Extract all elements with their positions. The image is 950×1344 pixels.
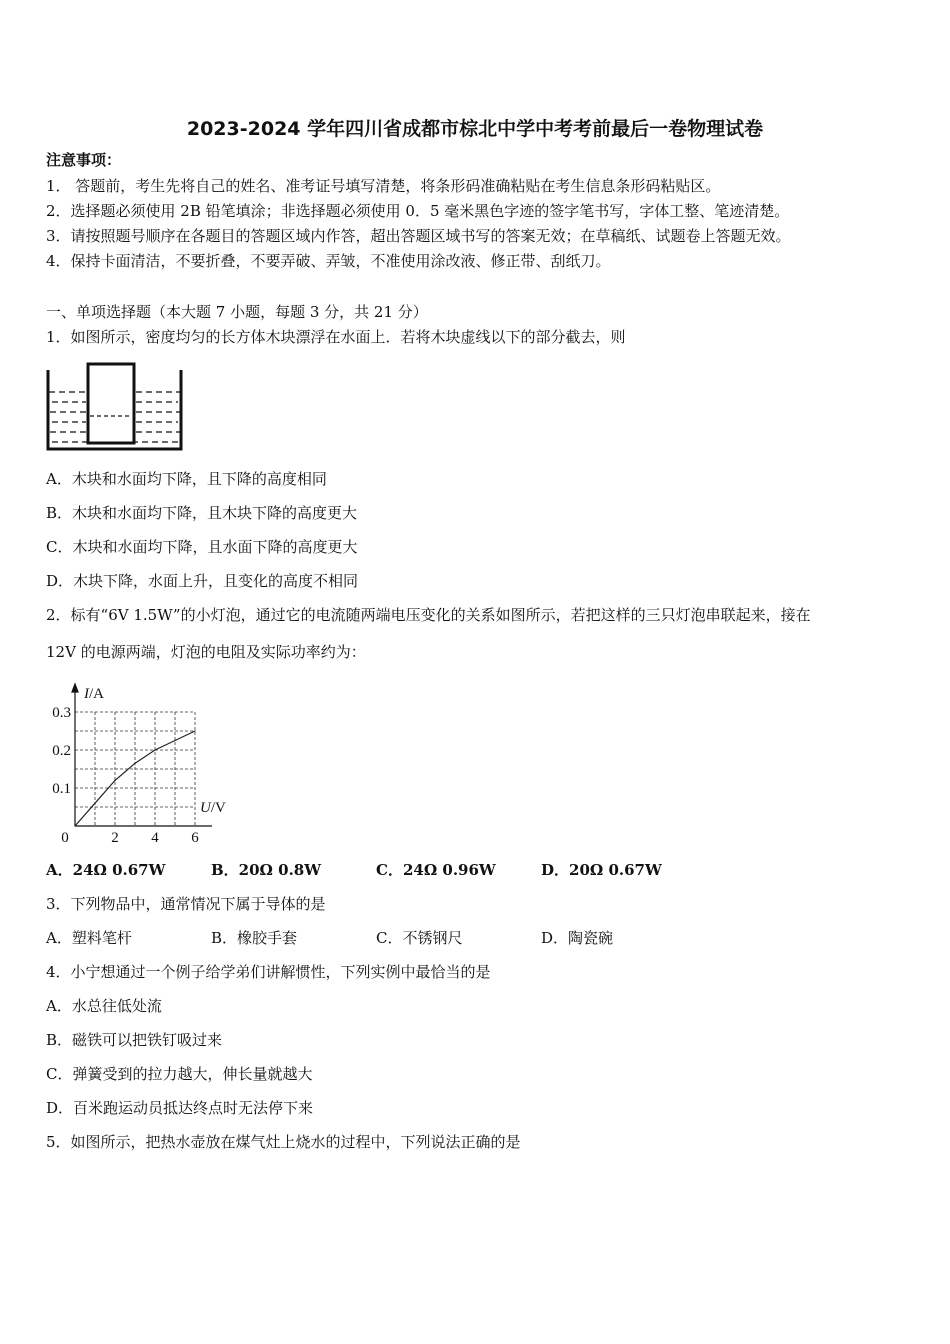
- iu-chart: [40, 680, 250, 845]
- option-d: D．陶瓷碗: [541, 929, 614, 947]
- data-point: [134, 763, 135, 764]
- x-tick-label: 0: [61, 830, 69, 845]
- question-3-stem: 3．下列物品中，通常情况下属于导体的是: [46, 895, 326, 913]
- option-d: D．百米跑运动员抵达终点时无法停下来: [46, 1099, 314, 1117]
- x-tick-label: 4: [151, 830, 159, 845]
- option-a: A．塑料笔杆: [46, 929, 132, 947]
- data-point: [194, 730, 195, 731]
- y-tick-label: 0.3: [52, 705, 71, 721]
- option-b: B．20Ω 0.8W: [211, 861, 322, 879]
- option-b: B．磁铁可以把铁钉吸过来: [46, 1031, 223, 1049]
- x-tick-label: 6: [191, 830, 199, 845]
- data-point: [74, 825, 75, 826]
- page-title: 2023-2024 学年四川省成都市棕北中学中考考前最后一卷物理试卷: [186, 118, 764, 140]
- option-c: C．弹簧受到的拉力越大，伸长量就越大: [46, 1065, 313, 1083]
- x-axis-label: U/V: [200, 800, 226, 816]
- option-d: D．20Ω 0.67W: [541, 861, 662, 879]
- notice-heading: 注意事项：: [46, 151, 122, 169]
- option-c: C．木块和水面均下降，且水面下降的高度更大: [46, 538, 358, 556]
- question-3-options: [46, 928, 906, 948]
- wood-block: [88, 364, 134, 443]
- data-point: [154, 749, 155, 750]
- x-tick-label: 2: [111, 830, 119, 845]
- section-heading: 一、单项选择题（本大题 7 小题，每题 3 分，共 21 分）: [46, 303, 428, 321]
- data-point: [174, 740, 175, 741]
- option-a: A．木块和水面均下降，且下降的高度相同: [46, 470, 327, 488]
- option-b: B．木块和水面均下降，且木块下降的高度更大: [46, 504, 358, 522]
- question-2-stem-cont: 12V 的电源两端，灯泡的电阻及实际功率约为：: [46, 643, 366, 661]
- y-axis-label: I/A: [84, 686, 104, 702]
- question-2-options: [46, 860, 906, 880]
- y-axis-arrow: [72, 684, 78, 692]
- data-point: [114, 780, 115, 781]
- question-4-stem: 4．小宁想通过一个例子给学弟们讲解惯性，下列实例中最恰当的是: [46, 963, 491, 981]
- question-2-stem: 2．标有“6V 1.5W”的小灯泡，通过它的电流随两端电压变化的关系如图所示，若把这样的三只灯泡串联起来，接在: [46, 606, 811, 624]
- question-5-stem: 5．如图所示，把热水壶放在煤气灶上烧水的过程中，下列说法正确的是: [46, 1133, 521, 1151]
- option-c: C．24Ω 0.96W: [376, 861, 496, 879]
- floating-block-figure: [44, 362, 186, 454]
- question-1-stem: 1．如图所示，密度均匀的长方体木块漂浮在水面上．若将木块虚线以下的部分截去，则: [46, 328, 626, 346]
- data-point: [94, 803, 95, 804]
- notice-item: 3．请按照题号顺序在各题目的答题区域内作答，超出答题区域书写的答案无效；在草稿纸、试题卷上答题无效。: [46, 227, 791, 245]
- option-a: A．24Ω 0.67W: [46, 861, 166, 879]
- option-a: A．水总往低处流: [46, 997, 162, 1015]
- option-b: B．橡胶手套: [211, 929, 298, 947]
- notice-item: 2．选择题必须使用 2B 铅笔填涂；非选择题必须使用 0．5 毫米黑色字迹的签字笔书写，字体工整、笔迹清楚。: [46, 202, 790, 220]
- option-c: C．不锈钢尺: [376, 929, 463, 947]
- option-d: D．木块下降，水面上升，且变化的高度不相同: [46, 572, 359, 590]
- y-tick-label: 0.2: [52, 743, 71, 759]
- notice-item: 1． 答题前，考生先将自己的姓名、准考证号填写清楚，将条形码准确粘贴在考生信息条形码粘贴区。: [46, 177, 721, 195]
- y-tick-label: 0.1: [52, 781, 71, 797]
- notice-item: 4．保持卡面清洁，不要折叠，不要弄破、弄皱，不准使用涂改液、修正带、刮纸刀。: [46, 252, 611, 270]
